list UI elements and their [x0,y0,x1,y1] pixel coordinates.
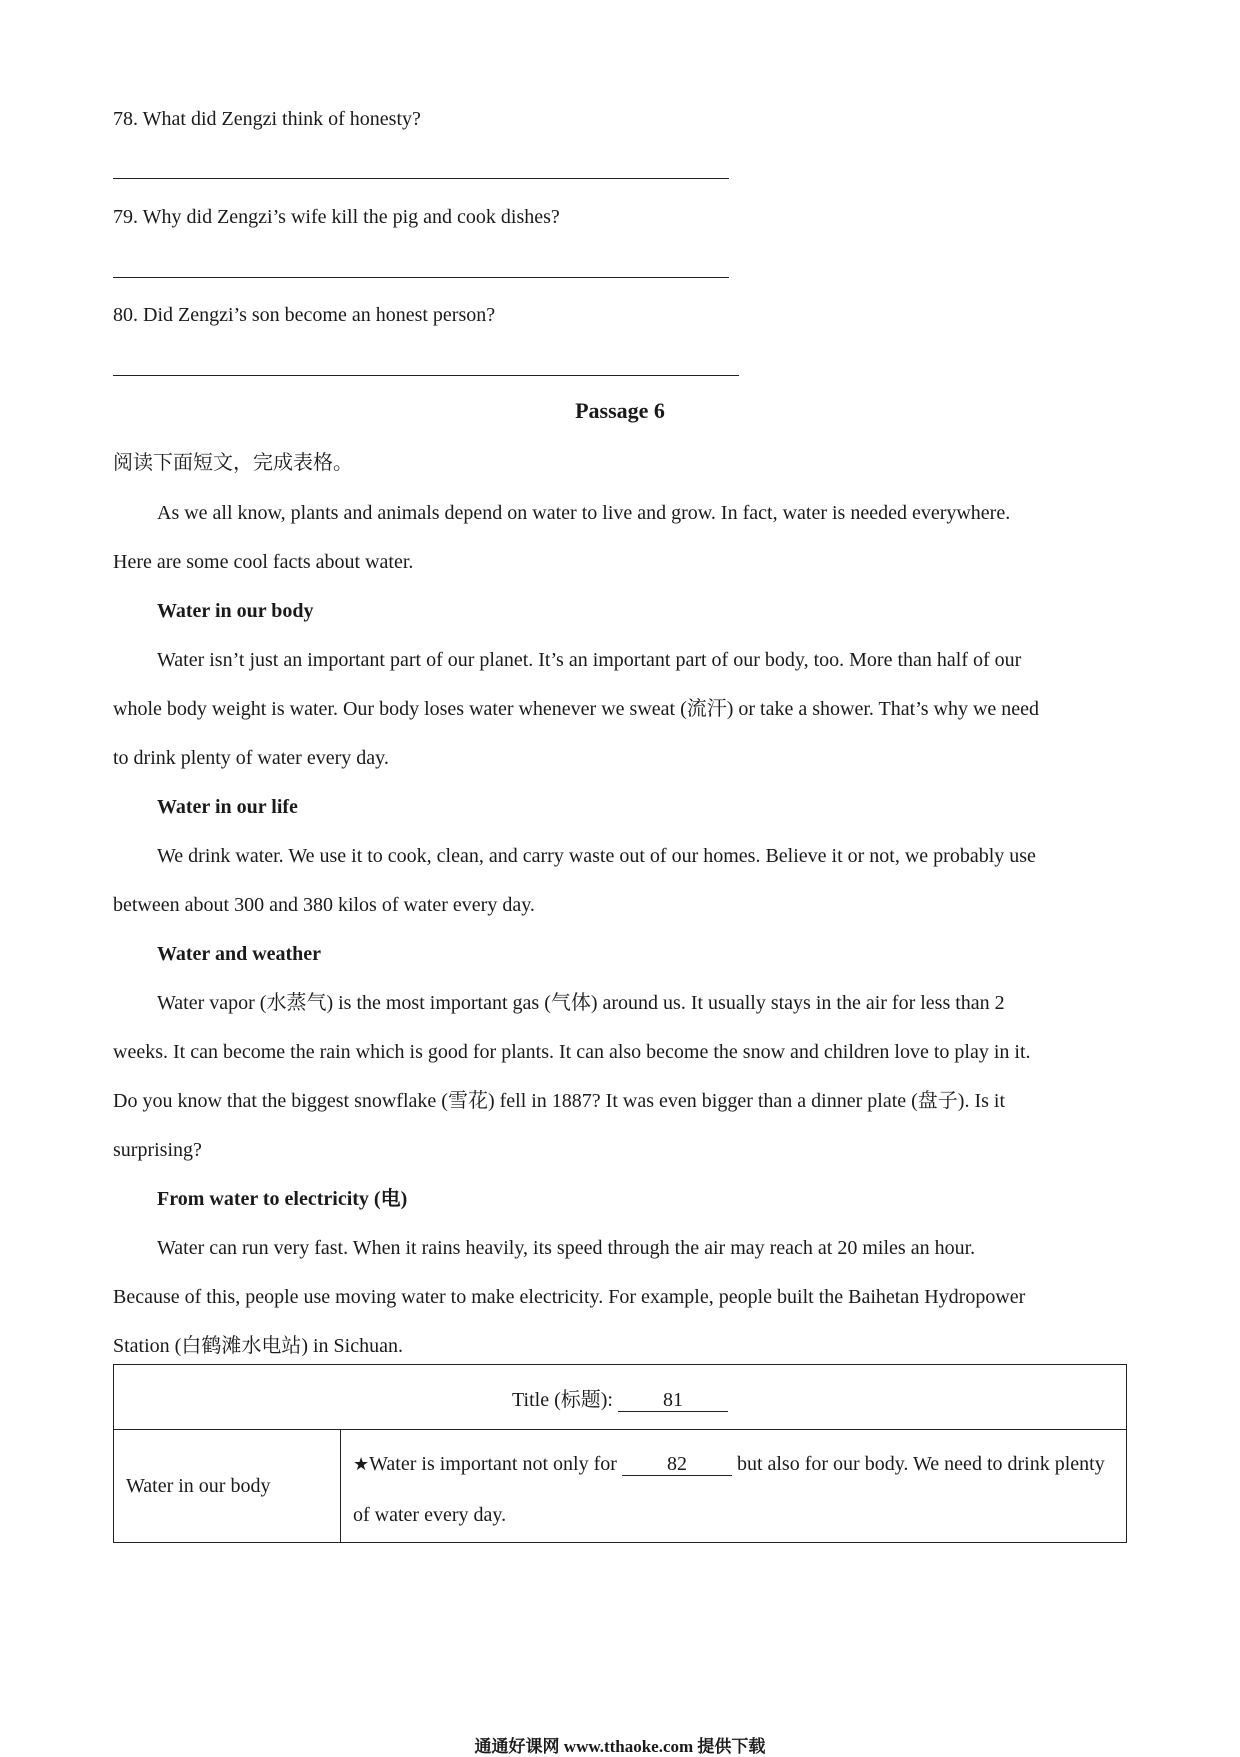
paragraph-line: whole body weight is water. Our body loses water whenever we sweat (流汗) or take a shower. That’s why we need [113,698,1040,720]
paragraph-line: weeks. It can become the rain which is good for plants. It can also become the snow and children love to play in it. [113,1041,1031,1063]
answer-line-80[interactable] [113,375,739,376]
section-heading-electricity: From water to electricity (电) [157,1188,408,1210]
star-icon: ★ [353,1453,370,1475]
answer-line-78[interactable] [113,178,729,179]
row-label-water-in-body: Water in our body [114,1430,341,1543]
row-text-part-b: but also for our body. We need to drink plenty of water every day. [353,1452,1105,1526]
question-79: 79. Why did Zengzi’s wife kill the pig and cook dishes? [113,206,560,228]
answer-line-79[interactable] [113,277,729,278]
paragraph-line: to drink plenty of water every day. [113,747,389,769]
paragraph-line: Do you know that the biggest snowflake (雪花) fell in 1887? It was even bigger than a dinner plate (盘子). Is it [113,1090,1006,1112]
blank-82[interactable]: 82 [622,1453,732,1476]
paragraph-line: Because of this, people use moving water to make electricity. For example, people built the Baihetan Hydropower [113,1286,1026,1308]
summary-table [113,1364,1127,1543]
paragraph-line: Water can run very fast. When it rains heavily, its speed through the air may reach at 20 miles an hour. [157,1237,976,1259]
paragraph-line: Station (白鹤滩水电站) in Sichuan. [113,1335,403,1357]
page-footer: 通通好课网 www.tthaoke.com 提供下载 [474,1737,766,1756]
row-text-part-a: Water is important not only for [369,1452,622,1475]
paragraph-line: Here are some cool facts about water. [113,551,414,573]
question-78: 78. What did Zengzi think of honesty? [113,108,421,130]
paragraph-line: Water isn’t just an important part of our planet. It’s an important part of our body, too. More than half of our [157,649,1022,671]
question-80: 80. Did Zengzi’s son become an honest person? [113,304,496,326]
section-heading-life: Water in our life [157,796,298,818]
paragraph-line: between about 300 and 380 kilos of water every day. [113,894,535,916]
table-title-cell [114,1365,1127,1430]
paragraph-line: As we all know, plants and animals depend on water to live and grow. In fact, water is needed everywhere. [157,502,1011,524]
paragraph-line: Water vapor (水蒸气) is the most important gas (气体) around us. It usually stays in the air for less than 2 [157,992,1005,1014]
section-heading-body: Water in our body [157,600,314,622]
table-title-label: Title (标题): [512,1388,618,1411]
section-heading-weather: Water and weather [157,943,322,965]
passage-title: Passage 6 [575,398,665,423]
paragraph-line: We drink water. We use it to cook, clean, and carry waste out of our homes. Believe it or not, we probably use [157,845,1036,867]
row-content-water-in-body [341,1430,1127,1543]
paragraph-line: surprising? [113,1139,202,1161]
blank-81[interactable]: 81 [618,1389,728,1412]
instruction: 阅读下面短文，完成表格。 [113,452,353,474]
